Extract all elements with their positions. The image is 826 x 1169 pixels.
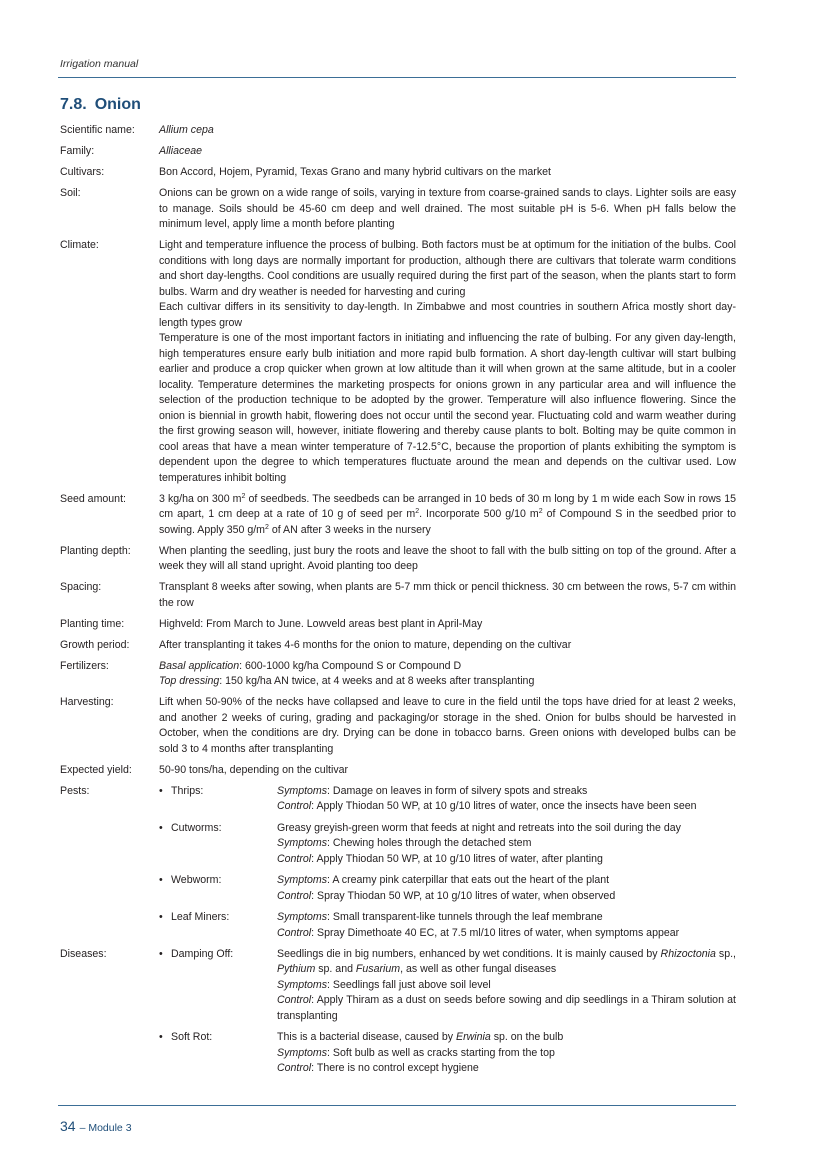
term: Control	[277, 994, 312, 1006]
text-run: of Compound S in the seedbed prior to sowing. Apply 350 g/m	[159, 508, 736, 536]
row-value	[159, 784, 736, 942]
text-run: : Soft bulb as well as cracks starting from the top	[327, 1046, 555, 1059]
pest-label: Webworm:	[171, 874, 222, 886]
control-line	[277, 1061, 736, 1077]
row-label: Diseases:	[60, 947, 107, 960]
row-value: After transplanting it takes 4-6 months for the onion to mature, depending on the cultivar	[159, 638, 572, 651]
symptoms-line	[277, 1046, 736, 1062]
pest-details	[277, 910, 736, 941]
control-line	[277, 993, 736, 1024]
superscript: 2	[265, 523, 269, 531]
pest-details	[277, 821, 736, 868]
row-value: Highveld: From March to June. Lowveld areas best plant in April-May	[159, 617, 483, 630]
pest-label: Thrips:	[171, 784, 204, 797]
climate-paragraph: Each cultivar differs in its sensitivity to day-length. In Zimbabwe and most countries in southern Africa mostly short day-length types grow	[159, 301, 736, 329]
row-label: Family:	[60, 145, 95, 157]
row-value: 50-90 tons/ha, depending on the cultivar	[159, 763, 349, 776]
row-value: Bon Accord, Hojem, Pyramid, Texas Grano and many hybrid cultivars on the market	[159, 166, 551, 178]
control-line	[277, 852, 736, 868]
row-planting-time	[60, 617, 736, 633]
header-rule	[58, 77, 736, 78]
disease-item	[159, 1030, 736, 1077]
page-footer	[60, 1118, 132, 1136]
row-label: Planting time:	[60, 617, 125, 630]
disease-details	[277, 1030, 736, 1077]
row-label: Fertilizers:	[60, 659, 109, 672]
term: Basal application	[159, 659, 240, 672]
disease-label: Damping Off:	[171, 947, 234, 960]
pest-details	[277, 784, 736, 815]
row-value: Alliaceae	[159, 145, 202, 157]
symptoms-line	[277, 910, 736, 926]
control-line	[277, 889, 736, 905]
text-run: Seedlings die in big numbers, enhanced by wet conditions. It is mainly caused by	[277, 947, 661, 960]
row-family	[60, 144, 736, 160]
row-value	[159, 238, 736, 486]
row-spacing	[60, 580, 736, 611]
row-value	[159, 659, 736, 690]
row-label: Seed amount:	[60, 492, 126, 505]
symptoms-line	[277, 978, 736, 994]
term: Symptoms	[277, 911, 328, 923]
taxon: Fusarium	[355, 963, 401, 975]
row-value	[159, 947, 736, 1077]
term: Symptoms	[277, 837, 328, 849]
term: Symptoms	[277, 874, 328, 886]
text-run: sp. and	[315, 963, 356, 975]
text-run: : There is no control except hygiene	[311, 1062, 479, 1074]
text-run: : Seedlings fall just above soil level	[327, 978, 491, 991]
row-label: Climate:	[60, 239, 99, 251]
section-number: 7.8.	[60, 96, 87, 113]
symptoms-line	[277, 784, 736, 800]
description-line	[277, 947, 736, 978]
row-value	[159, 492, 736, 539]
text-run: Sow in rows 15 cm apart, 1 cm deep at a rate of 10 g of seed per m	[159, 492, 736, 520]
text-run: : 150 kg/ha AN twice, at 4 weeks and at 8 weeks after transplanting	[219, 675, 535, 687]
term: Symptoms	[277, 978, 328, 991]
bullet-icon: •	[159, 947, 163, 960]
row-value: Lift when 50-90% of the necks have collapsed and leave to cure in the field until the tops have dried for at least 2 weeks, and another 2 weeks of curing, grading and packaging/or storage in the shed. Onion for bulbs should be harvested in October, when the conditions are dry. Drying can be done in tobacco barns. Green onions with developed bulbs can be sold 3 to 4 months after transplanting	[159, 696, 736, 755]
fertilizer-basal	[159, 659, 736, 675]
module-label: – Module 3	[79, 1122, 132, 1134]
row-label: Expected yield:	[60, 763, 132, 776]
disease-item	[159, 947, 736, 1025]
disease-name	[159, 1030, 277, 1077]
taxon: Rhizoctonia	[660, 947, 716, 960]
row-label: Pests:	[60, 784, 90, 797]
pest-details	[277, 873, 736, 904]
row-planting-depth	[60, 544, 736, 575]
text-run: : Small transparent-like tunnels through the leaf membrane	[327, 911, 603, 923]
text-run: : A creamy pink caterpillar that eats out the heart of the plant	[327, 874, 610, 886]
text-run: : Spray Dimethoate 40 EC, at 7.5 ml/10 litres of water, when symptoms appear	[311, 926, 680, 939]
row-label: Cultivars:	[60, 166, 105, 178]
row-harvesting	[60, 695, 736, 757]
text-run: , as well as other fungal diseases	[400, 963, 557, 975]
pest-label: Leaf Miners:	[171, 911, 230, 923]
pest-name	[159, 821, 277, 868]
text-run: sp. on the bulb	[490, 1031, 564, 1043]
row-label: Planting depth:	[60, 544, 131, 557]
row-cultivars	[60, 165, 736, 181]
symptoms-line	[277, 873, 736, 889]
term: Control	[277, 926, 312, 939]
section-heading: Onion	[94, 96, 141, 113]
text-run: : Apply Thiodan 50 WP, at 10 g/10 litres of water, after planting	[311, 852, 603, 865]
row-fertilizers	[60, 659, 736, 690]
row-expected-yield	[60, 763, 736, 779]
text-run: sp.,	[715, 947, 736, 960]
pest-item	[159, 821, 736, 868]
row-label: Spacing:	[60, 581, 102, 593]
superscript: 2	[415, 508, 420, 515]
crop-details	[60, 123, 736, 1082]
row-value: Transplant 8 weeks after sowing, when plants are 5-7 mm thick or pencil thickness. 30 cm between the rows, 5-7 cm within the row	[159, 581, 736, 609]
bullet-icon: •	[159, 1031, 163, 1043]
term: Control	[277, 889, 312, 902]
row-label: Harvesting:	[60, 696, 114, 708]
row-label: Scientific name:	[60, 124, 135, 136]
text-run: : Chewing holes through the detached stem	[327, 837, 532, 849]
pest-item	[159, 873, 736, 904]
symptoms-line	[277, 836, 736, 852]
disease-name	[159, 947, 277, 1025]
control-line	[277, 926, 736, 942]
superscript: 2	[538, 508, 543, 515]
text-run: : Damage on leaves in form of silvery spots and streaks	[327, 784, 588, 797]
pest-name	[159, 910, 277, 941]
row-soil	[60, 186, 736, 233]
text-run: of AN after 3 weeks in the nursery	[268, 523, 431, 536]
text-run: : 600-1000 kg/ha Compound S or Compound D	[239, 659, 462, 672]
pest-item	[159, 910, 736, 941]
footer-rule	[58, 1105, 736, 1106]
row-value: When planting the seedling, just bury the roots and leave the shoot to fall with the bulb sitting on top of the ground. After a week they will all stand upright. Avoid planting too deep	[159, 544, 736, 572]
page-number: 34	[60, 1118, 76, 1134]
pest-item	[159, 784, 736, 815]
running-header: Irrigation manual	[60, 58, 139, 70]
row-climate	[60, 238, 736, 486]
text-run: of seedbeds. The seedbeds can be arranged in 10 beds of 30 m long by 1 m wide each	[245, 492, 661, 505]
row-diseases	[60, 947, 736, 1077]
term: Top dressing	[159, 675, 220, 687]
term: Control	[277, 800, 312, 812]
control-line	[277, 799, 736, 815]
text-run: : Apply Thiodan 50 WP, at 10 g/10 litres of water, once the insects have been seen	[311, 800, 697, 812]
row-scientific-name	[60, 123, 736, 139]
section-title	[60, 96, 141, 114]
taxon: Erwinia	[456, 1031, 491, 1043]
bullet-icon: •	[159, 784, 163, 797]
text-run: . Incorporate 500 g/10 m	[419, 508, 539, 520]
pest-label: Cutworms:	[171, 821, 222, 834]
climate-paragraph: Light and temperature influence the process of bulbing. Both factors must be at optimum for the initiation of the bulbs. Cool conditions with long days are normally important for production, although there are cultivars that tolerate warm conditions and short day-lengths. Cool conditions are usually required during the first part of the season, when the plants start to form bulbs. Warm and dry weather is needed for harvesting and curing	[159, 239, 736, 298]
climate-paragraph: Temperature is one of the most important factors in initiating and influencing the rate of bulbing. For any given day-length, high temperatures ensure early bulb initiation and more rapid bulb formation. A short day-length cultivar will start bulbing earlier and produce a crop quicker when grown at low altitude than it will when grown at the same altitude, but in a cooler locality. Temperature determines the marketing prospects for onions grown in any particular area and will influence the selection of the production technique to be adopted by the grower. Temperature will also influence flowering. Since the onion is biennial in growth habit, flowering does not occur until the second year. Fluctuating cold and warm weather during the first growing season will, however, initiate flowering and thereby cause plants to bolt. Bolting may be quite common in cool areas that have a mean winter temperature of 7-12.5°C, because the proportion of plants exhibiting the symptom is dependent upon the degree to which temperatures fluctuate around the mean and depends on the cultivar used. Low temperatures inhibit bolting	[159, 332, 736, 484]
taxon: Pythium	[277, 963, 316, 975]
row-value: Allium cepa	[159, 124, 214, 136]
text-run: 3 kg/ha on 300 m	[159, 492, 242, 505]
disease-label: Soft Rot:	[171, 1031, 213, 1043]
text-run: : Spray Thiodan 50 WP, at 10 g/10 litres of water, when observed	[311, 889, 616, 902]
bullet-icon: •	[159, 821, 163, 834]
term: Control	[277, 1062, 312, 1074]
disease-details	[277, 947, 736, 1025]
row-label: Soil:	[60, 187, 81, 199]
text-run: : Apply Thiram as a dust on seeds before sowing and dip seedlings in a Thiram solution at transplanting	[277, 994, 736, 1022]
bullet-icon: •	[159, 911, 163, 923]
description-line: Greasy greyish-green worm that feeds at night and retreats into the soil during the day	[277, 821, 681, 834]
fertilizer-top	[159, 674, 736, 690]
bullet-icon: •	[159, 874, 163, 886]
row-label: Growth period:	[60, 638, 130, 651]
description-line	[277, 1030, 736, 1046]
term: Symptoms	[277, 1046, 328, 1059]
text-run: This is a bacterial disease, caused by	[277, 1031, 457, 1043]
superscript: 2	[241, 492, 246, 500]
term: Control	[277, 852, 312, 865]
row-pests	[60, 784, 736, 942]
row-seed-amount	[60, 492, 736, 539]
term: Symptoms	[277, 784, 328, 797]
row-growth-period	[60, 638, 736, 654]
row-value: Onions can be grown on a wide range of soils, varying in texture from coarse-grained sands to clays. Lighter soils are easy to manage. Soils should be 45-60 cm deep and well drained. The most suitable pH is 5-6. When pH falls below the minimum level, apply lime a month before planting	[159, 187, 736, 230]
pest-name	[159, 873, 277, 904]
pest-name	[159, 784, 277, 815]
